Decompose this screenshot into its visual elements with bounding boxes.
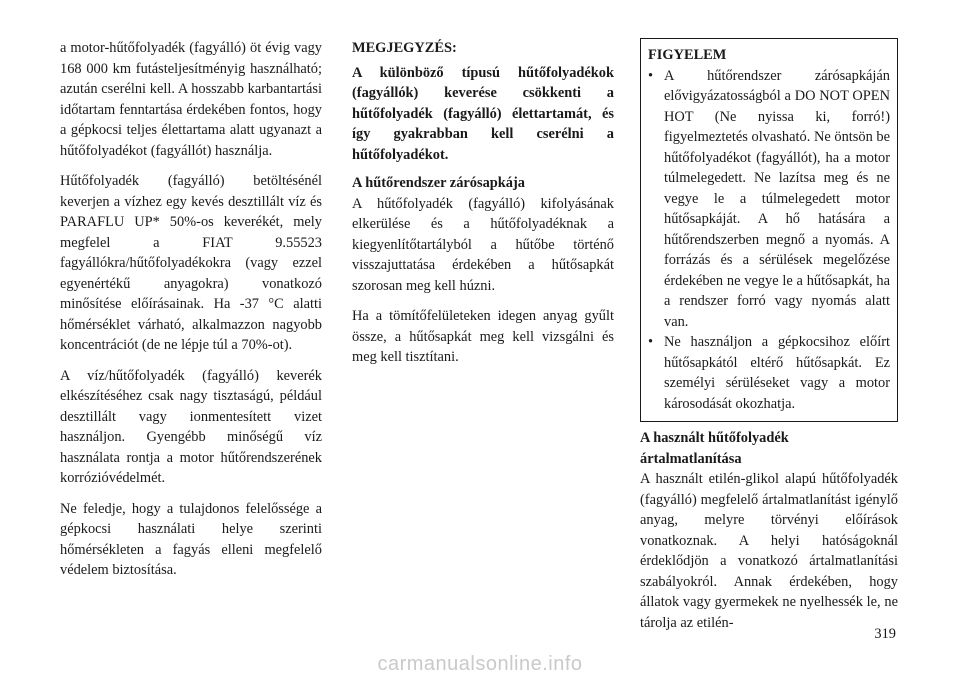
bullet-icon: • xyxy=(648,334,654,350)
left-column xyxy=(60,38,322,591)
body-paragraph: A víz/hűtőfolyadék (fagyálló) keverék elkészítéséhez csak nagy tisztaságú, például desztillált vagy ionmentesített vizet használjon. Gyengébb minőségű víz használata rontja a motor hűtőrendszerének korrózióvédelmét. xyxy=(60,367,322,486)
note-title: MEGJEGYZÉS: xyxy=(352,40,457,56)
warning-item-text: A hűtőrendszer zárósapkáján elővigyázatosságból a DO NOT OPEN HOT (Ne nyissa ki, forró!) figyelmeztetés olvasható. Ne öntsön be hűtőfolyadékot (fagyállót), ha a motor túlmelegedett. Ne lazítsa meg és ne vegye le a túlmelegedett motor hűtősapkáját. A hő hatására a hűtőrendszerben megnő a nyomás. A forrázás és a sérülések megelőzése érdekében ne vegye le a hűtősapkát, ha a rendszer forró vagy nyomás alatt van. xyxy=(664,67,890,330)
bullet-icon: • xyxy=(648,67,654,84)
watermark: carmanualsonline.info xyxy=(377,653,583,675)
page-number: 319 xyxy=(874,626,896,642)
middle-column xyxy=(352,38,614,378)
warning-item-text: Ne használjon a gépkocsihoz előírt hűtősapkától eltérő hűtősapkát. Ez személyi sérüléseket vagy a motor károsodását okozhatja. xyxy=(664,334,890,412)
section-heading: A használt hűtőfolyadék ártalmatlanítása xyxy=(640,430,789,467)
warning-box xyxy=(640,38,898,422)
warning-item xyxy=(648,66,890,333)
note-text: A különböző típusú hűtőfolyadékok (fagyállók) keverése csökkenti a hűtőfolyadék (fagyálló) élettartamát, és így gyakrabban kell cserélni a hűtőfolyadékot. xyxy=(352,64,614,163)
body-paragraph: Ne feledje, hogy a tulajdonos felelőssége a gépkocsi használati helye szerinti hőmérsékleten a fagyás elleni megfelelő védelem biztosítása. xyxy=(60,500,322,578)
body-paragraph: A hűtőfolyadék (fagyálló) kifolyásának elkerülése és a hűtőfolyadéknak a kiegyenlítőtartályból a hűtőbe történő visszajuttatása érdekében a hűtősapkát szorosan meg kell húzni. xyxy=(352,195,614,294)
warning-item xyxy=(648,332,890,414)
body-paragraph: A használt etilén-glikol alapú hűtőfolyadék (fagyálló) megfelelő ártalmatlanítást igénylő anyag, melyre törvényi előírások vonatkoznak. A helyi hatóságoknál érdeklődjön a vonatkozó ártalmatlanítási szabályokról. Annak érdekében, hogy állatok vagy gyermekek ne nyelhessék le, ne tárolja az etilén- xyxy=(640,471,898,631)
body-paragraph: a motor-hűtőfolyadék (fagyálló) öt évig vagy 168 000 km futásteljesítményig használható; azután cserélni kell. A hosszabb karbantartási időtartam fenntartása érdekében fontos, hogy a gépkocsi teljes élettartama alatt ugyanazt a hűtőfolyadékot (fagyállót) használja. xyxy=(60,40,322,159)
section-heading: A hűtőrendszer zárósapkája xyxy=(352,175,525,191)
right-column xyxy=(640,38,898,643)
warning-list xyxy=(648,66,890,415)
body-paragraph: Ha a tömítőfelületeken idegen anyag gyűlt össze, a hűtősapkát meg kell vizsgálni és meg kell tisztítani. xyxy=(352,308,614,365)
warning-title: FIGYELEM xyxy=(648,47,727,63)
body-paragraph: Hűtőfolyadék (fagyálló) betöltésénél keverjen a vízhez egy kevés desztillált víz és PARAFLU UP* 50%-os keverékét, mely megfelel a FIAT 9.55523 fagyállókra/hűtőfolyadékokra (vagy ezzel egyenértékű anyagokra) vonatkozó minősítése előírásainak. Ha -37 °C alatti hőmérséklet várható, alkalmazzon nagyobb koncentrációt (de ne lépje túl a 70%-ot). xyxy=(60,173,322,353)
